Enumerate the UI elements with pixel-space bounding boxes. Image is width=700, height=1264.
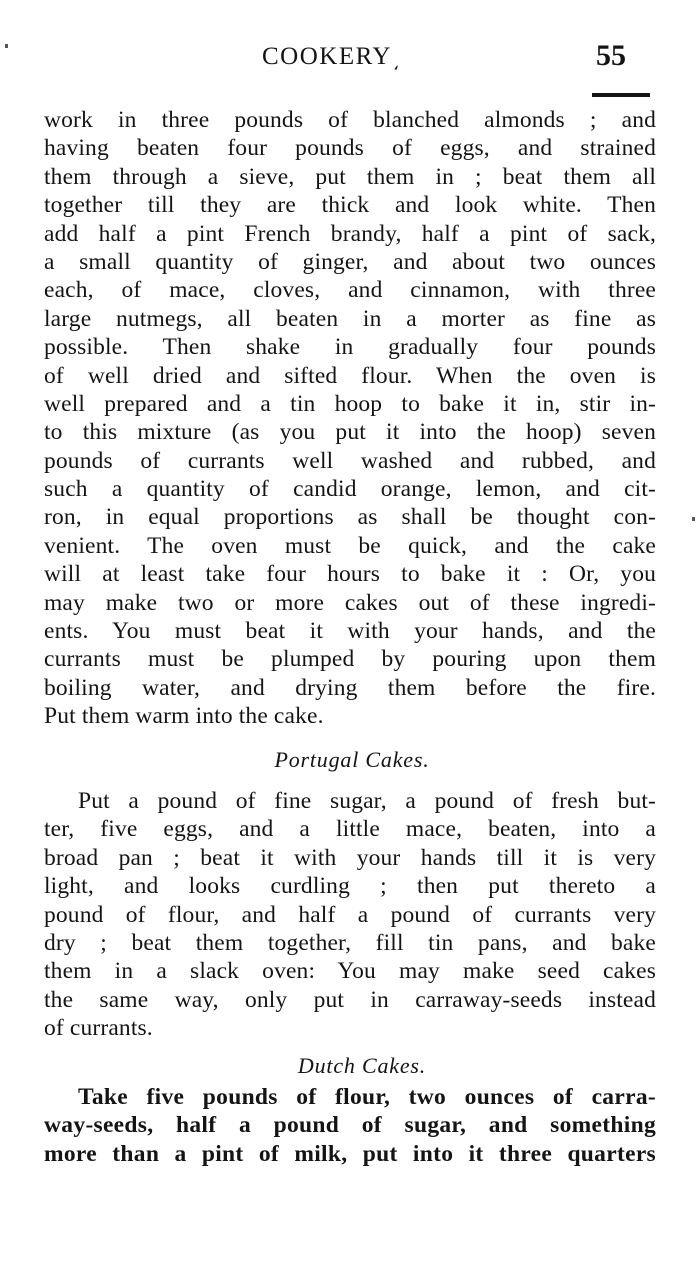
text-line: Put them warm into the cake. bbox=[44, 703, 324, 730]
text-line: Take five pounds of flour, two ounces of carra- bbox=[78, 1084, 656, 1110]
text-line: of currants. bbox=[44, 1015, 153, 1042]
text-line: currants must be plumped by pouring upon them bbox=[44, 646, 656, 673]
text-line: ter, five eggs, and a little mace, beaten, into a bbox=[44, 816, 656, 843]
text-line: to this mixture (as you put it into the hoop) seven bbox=[44, 419, 656, 446]
text-line: broad pan ; beat it with your hands till it is very bbox=[44, 844, 656, 871]
text-line: will at least take four hours to bake it : Or, you bbox=[44, 561, 656, 588]
text-line: Put a pound of fine sugar, a pound of fresh but- bbox=[78, 788, 656, 814]
text-line: pounds of currants well washed and rubbed, and bbox=[44, 447, 656, 474]
text-line: the same way, only put in carraway-seeds instead bbox=[44, 986, 656, 1013]
section-heading-portugal-cakes: Portugal Cakes. bbox=[274, 747, 430, 772]
margin-speck bbox=[5, 44, 8, 48]
text-line: each, of mace, cloves, and cinnamon, with three bbox=[44, 277, 656, 304]
text-line: large nutmegs, all beaten in a morter as fine as bbox=[44, 305, 656, 332]
text-line: more than a pint of milk, put into it three quarters bbox=[44, 1140, 656, 1167]
text-line: well prepared and a tin hoop to bake it in, stir in- bbox=[44, 390, 656, 417]
text-line: possible. Then shake in gradually four pounds bbox=[44, 334, 656, 361]
text-line: them through a sieve, put them in ; beat them all bbox=[44, 163, 656, 190]
text-line: ents. You must beat it with your hands, and the bbox=[44, 618, 656, 645]
text-line: such a quantity of candid orange, lemon, and cit- bbox=[44, 476, 656, 503]
text-line: dry ; beat them together, fill tin pans, and bake bbox=[44, 929, 656, 956]
text-line: together till they are thick and look white. Then bbox=[44, 192, 656, 219]
text-line: them in a slack oven: You may make seed cakes bbox=[44, 958, 656, 985]
paragraph-portugal-cakes bbox=[44, 787, 656, 1043]
text-line: a small quantity of ginger, and about two ounces bbox=[44, 248, 656, 275]
text-line: of well dried and sifted flour. When the oven is bbox=[44, 362, 656, 389]
page-number: 55 bbox=[596, 39, 626, 72]
text-line: ron, in equal proportions as shall be thought con- bbox=[44, 504, 656, 531]
text-line: venient. The oven must be quick, and the cake bbox=[44, 532, 656, 559]
header-rule bbox=[592, 93, 650, 97]
paragraph-dutch-cakes bbox=[44, 1083, 656, 1168]
text-line: having beaten four pounds of eggs, and strained bbox=[44, 135, 656, 162]
paragraph-fruit-cake-recipe bbox=[44, 106, 656, 731]
margin-speck bbox=[692, 517, 695, 521]
text-line: may make two or more cakes out of these ingredi- bbox=[44, 589, 656, 616]
text-line: way-seeds, half a pound of sugar, and something bbox=[44, 1112, 656, 1139]
running-title: COOKERY͵ bbox=[262, 43, 402, 70]
running-head bbox=[0, 38, 700, 74]
text-line: work in three pounds of blanched almonds ; and bbox=[44, 107, 656, 133]
section-heading-dutch-cakes: Dutch Cakes. bbox=[297, 1053, 427, 1078]
text-line: pound of flour, and half a pound of currants very bbox=[44, 901, 656, 928]
text-line: boiling water, and drying them before the fire. bbox=[44, 674, 656, 701]
text-line: light, and looks curdling ; then put thereto a bbox=[44, 873, 656, 900]
text-line: add half a pint French brandy, half a pint of sack, bbox=[44, 220, 656, 247]
